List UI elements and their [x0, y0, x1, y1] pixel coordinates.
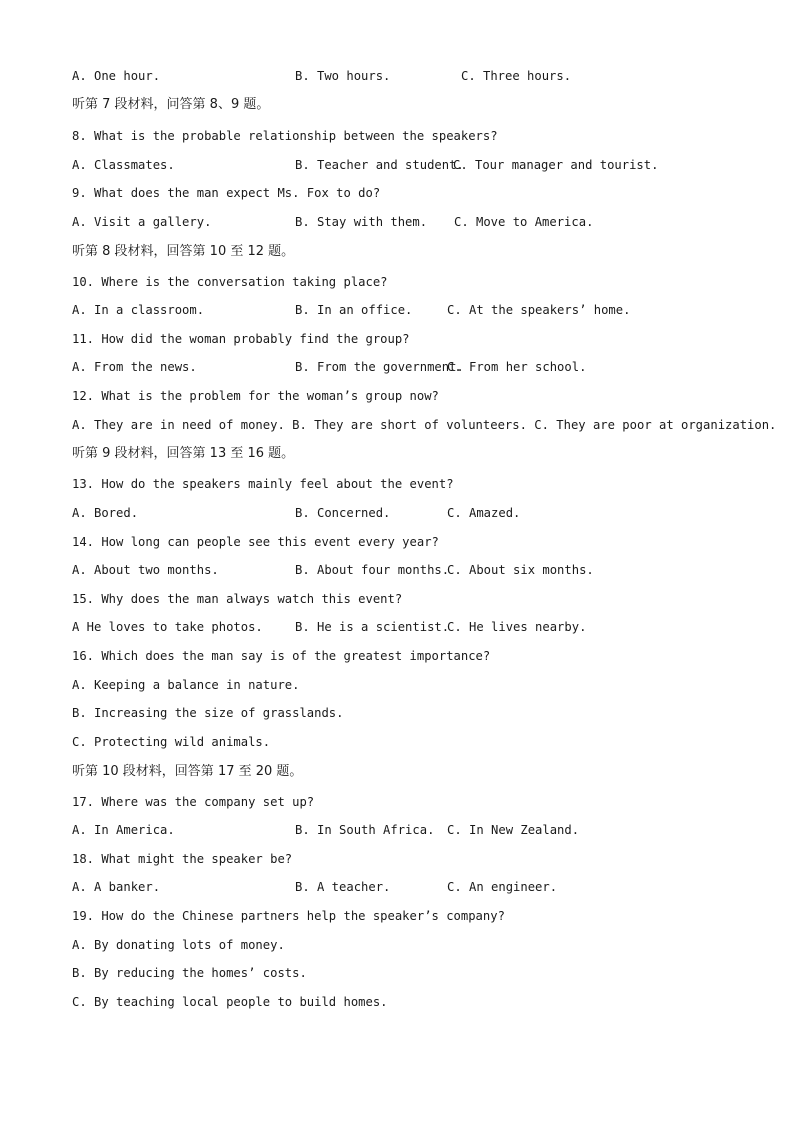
option-c: C. Amazed.: [447, 506, 521, 520]
option-b: B. Concerned.: [295, 506, 391, 520]
option-b: B. From the government.: [295, 360, 464, 374]
answer-options-row: [72, 560, 734, 580]
option-b: B. Two hours.: [295, 69, 391, 83]
option-b: B. A teacher.: [295, 880, 391, 894]
option-c: C. He lives nearby.: [447, 620, 587, 634]
question-text: 10. Where is the conversation taking place?: [72, 275, 388, 289]
section-heading: 听第 10 段材料，回答第 17 至 20 题。: [72, 764, 303, 779]
question-text: 14. How long can people see this event every year?: [72, 535, 439, 549]
option-c: C. From her school.: [447, 360, 587, 374]
option-b: B. In an office.: [295, 303, 413, 317]
option-a: A. About two months.: [72, 563, 219, 577]
option-line: B. Increasing the size of grasslands.: [72, 706, 344, 720]
option-c: C. Three hours.: [461, 69, 572, 83]
option-a: A. Visit a gallery.: [72, 215, 212, 229]
option-line: C. Protecting wild animals.: [72, 735, 271, 749]
option-a: A. A banker.: [72, 880, 161, 894]
question-text: 13. How do the speakers mainly feel about the event?: [72, 477, 454, 491]
question-text: 17. Where was the company set up?: [72, 795, 315, 809]
option-c: C. At the speakers’ home.: [447, 303, 631, 317]
question-text: 12. What is the problem for the woman’s group now?: [72, 389, 439, 403]
answer-options-row: [72, 820, 734, 840]
question-text: 11. How did the woman probably find the group?: [72, 332, 410, 346]
answer-options-row: [72, 357, 734, 377]
option-line: B. By reducing the homes’ costs.: [72, 966, 307, 980]
option-a: A. From the news.: [72, 360, 197, 374]
answer-options-row: [72, 877, 734, 897]
question-text: 9. What does the man expect Ms. Fox to do?: [72, 186, 381, 200]
question-text: 16. Which does the man say is of the greatest importance?: [72, 649, 491, 663]
option-a: A. Classmates.: [72, 158, 175, 172]
option-b: B. About four months.: [295, 563, 450, 577]
answer-options-row: [72, 212, 734, 232]
option-line: A. Keeping a balance in nature.: [72, 678, 300, 692]
option-c: C. Tour manager and tourist.: [453, 158, 659, 172]
option-a: A. In America.: [72, 823, 175, 837]
option-a: A. One hour.: [72, 69, 161, 83]
option-b: B. Teacher and student.: [295, 158, 464, 172]
section-heading: 听第 7 段材料，问答第 8、9 题。: [72, 97, 270, 112]
option-a: A He loves to take photos.: [72, 620, 263, 634]
question-text: 19. How do the Chinese partners help the speaker’s company?: [72, 909, 505, 923]
option-line: A. They are in need of money. B. They are short of volunteers. C. They are poor at organization.: [72, 418, 777, 432]
option-line: C. By teaching local people to build homes.: [72, 995, 388, 1009]
section-heading: 听第 9 段材料，回答第 13 至 16 题。: [72, 446, 295, 461]
answer-options-row: [72, 300, 734, 320]
question-text: 18. What might the speaker be?: [72, 852, 293, 866]
question-text: 15. Why does the man always watch this event?: [72, 592, 403, 606]
section-heading: 听第 8 段材料，回答第 10 至 12 题。: [72, 244, 295, 259]
option-c: C. An engineer.: [447, 880, 558, 894]
answer-options-row: [72, 66, 734, 86]
option-b: B. Stay with them.: [295, 215, 428, 229]
option-c: C. Move to America.: [454, 215, 594, 229]
option-line: A. By donating lots of money.: [72, 938, 285, 952]
option-a: A. In a classroom.: [72, 303, 205, 317]
answer-options-row: [72, 155, 734, 175]
answer-options-row: [72, 503, 734, 523]
question-text: 8. What is the probable relationship between the speakers?: [72, 129, 498, 143]
option-b: B. He is a scientist.: [295, 620, 450, 634]
option-a: A. Bored.: [72, 506, 139, 520]
answer-options-row: [72, 617, 734, 637]
option-b: B. In South Africa.: [295, 823, 435, 837]
option-c: C. About six months.: [447, 563, 594, 577]
option-c: C. In New Zealand.: [447, 823, 580, 837]
